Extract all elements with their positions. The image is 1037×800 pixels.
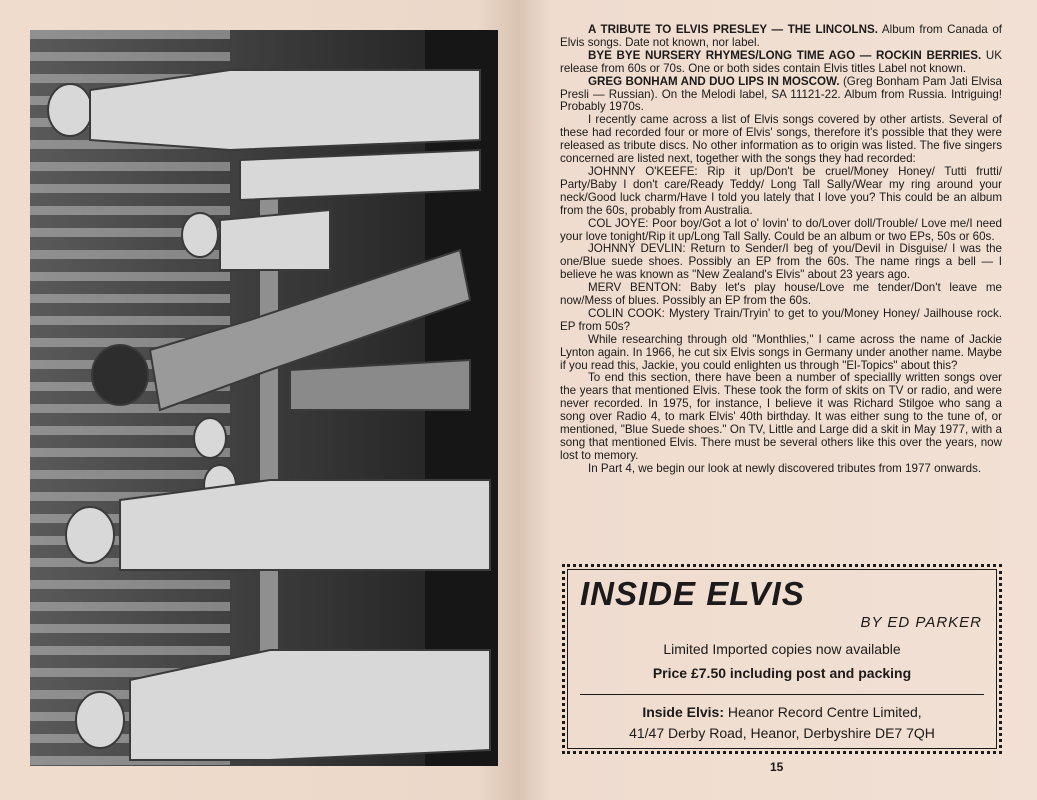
entry-rockin-berries-title: BYE BYE NURSERY RHYMES/LONG TIME AGO — ROCKIN BERRIES. — [588, 48, 982, 62]
photo-background-stripe — [30, 624, 230, 633]
paragraph-merv-benton: MERV BENTON: Baby let's play house/Love me tender/Don't leave me now/Mess of blues. Possibly an EP from the 60s. — [560, 281, 1002, 308]
advertisement-box — [562, 564, 1002, 754]
advertisement-address-company: Heanor Record Centre Limited, — [724, 704, 922, 720]
entry-greg-bonham — [560, 76, 1002, 115]
paragraph-col-joye: COL JOYE: Poor boy/Got a lot o' lovin' to do/Lover doll/Trouble/ Love me/I need your love tonight/Rip it up/Long Tall Sally. Could be an album or two EPs, 50s or 60s. — [560, 216, 1002, 243]
band-photograph-illustration — [30, 30, 498, 766]
entry-lincolns — [560, 24, 1002, 50]
photo-background-stripe — [30, 52, 230, 61]
paragraph-special-songs: To end this section, there have been a number of speciallly written songs over the years that mentioned Elvis. These took the form of skits on TV or radio, and were never recorded. In 1975, for instance, I believe it was Richard Stilgoe who sang a song over Radio 4, to mark Elvis' 40th birthday. It was either sung to the tune of, or mentioned, "Blue Suede shoes." On TV, Little and Large did a skit in May 1977, with a song that mentioned Elvis. There must be several others like this over the years, now lost to memory. — [560, 371, 1002, 462]
photo-background-stripe — [30, 470, 230, 479]
photo-background-stripe — [30, 272, 230, 281]
photo-background-stripe — [30, 316, 230, 325]
photo-background-stripe — [30, 646, 230, 655]
photo-background-stripe — [30, 162, 230, 171]
advertisement-divider — [580, 694, 984, 695]
photo-background-stripe — [30, 30, 230, 39]
paragraph-johnny-okeefe: JOHNNY O'KEEFE: Rip it up/Don't be cruel/Money Honey/ Tutti frutti/ Party/Baby I don't care/Ready Teddy/ Long Tall Sally/Wear my ring around your neck/Good luck charm/Have I told you lately that I love you? This could be an album from the 60s, probably from Australia. — [560, 164, 1002, 217]
paragraph-jackie-lynton: While researching through old "Monthlies," I came across the name of Jackie Lynton again. In 1966, he cut six Elvis songs in Germany under another name. Maybe if you read this, Jackie, you could enlighten us through "El-Topics" about this? — [560, 332, 1002, 372]
entry-lincolns-body: Album from Canada of Elvis songs. Date not known, nor label. — [560, 23, 1002, 49]
article-text — [560, 24, 1002, 476]
entry-rockin-berries-body: UK release from 60s or 70s. One or both sides contain Elvis titles Label not known. — [560, 48, 1002, 75]
advertisement-byline: BY ED PARKER — [860, 614, 982, 631]
left-page — [0, 0, 518, 800]
paragraph-johnny-devlin: JOHNNY DEVLIN: Return to Sender/I beg of you/Devil in Disguise/ I was the one/Blue suede shoes. Possibly an EP from the 60s. The name rings a bell — I believe he was known as "New Zealand's Elvis" about 23 years ago. — [560, 242, 1002, 282]
entry-lincolns-title: A TRIBUTE TO ELVIS PRESLEY — THE LINCOLNS. — [588, 23, 878, 36]
paragraph-intro: I recently came across a list of Elvis songs covered by other artists. Several of these had recorded four or more of Elvis' songs, therefore it's possible that they were released as tribute discs. No other information as to origin was listed. The five singers concerned are listed next, together with the songs they had recorded: — [560, 113, 1002, 166]
advertisement-address-label: Inside Elvis: — [642, 704, 725, 720]
photo-background-stripe — [30, 580, 230, 589]
photo-background-stripe — [30, 602, 230, 611]
band-photograph — [30, 30, 498, 766]
entry-rockin-berries — [560, 50, 1002, 76]
photo-background-stripe — [30, 184, 230, 193]
advertisement-availability: Limited Imported copies now available — [663, 641, 901, 657]
advertisement-price: Price £7.50 including post and packing — [652, 665, 912, 681]
advertisement-address-line-2: 41/47 Derby Road, Heanor, Derbyshire DE7 7QH — [629, 725, 935, 741]
photo-background-stripe — [30, 404, 230, 413]
page-number: 15 — [770, 760, 784, 774]
paragraph-part-4: In Part 4, we begin our look at newly discovered tributes from 1977 onwards. — [588, 461, 982, 475]
entry-greg-bonham-title: GREG BONHAM AND DUO LIPS IN MOSCOW. — [588, 74, 840, 88]
paragraph-colin-cook: COLIN COOK: Mystery Train/Tryin' to get to you/Money Honey/ Jailhouse rock. EP from 50s? — [560, 306, 1002, 333]
advertisement-address-line-1 — [562, 704, 1002, 720]
advertisement-title: INSIDE ELVIS — [580, 575, 805, 612]
photo-background-stripe — [30, 294, 230, 303]
entry-greg-bonham-body: (Greg Bonham Pam Jati Elvisa Presli — Russian). On the Melodi label, SA 11121-22. Album from Russia. Intriguing! Probably 1970s. — [560, 74, 1002, 114]
